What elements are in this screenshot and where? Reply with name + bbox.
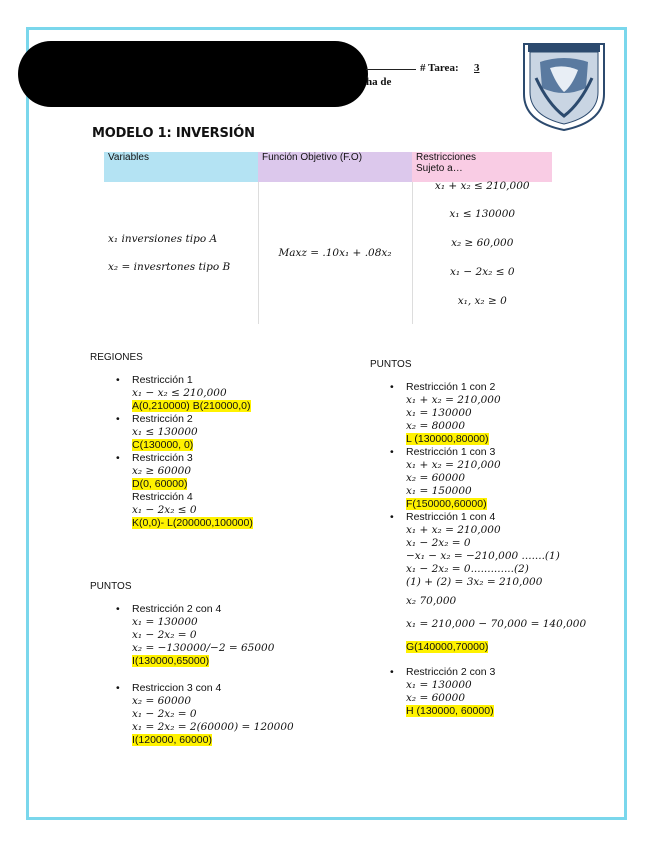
variables-cell bbox=[104, 182, 258, 324]
constraint-2: x₁ ≤ 130000 bbox=[449, 208, 516, 220]
regiones-item-points: C(130000, 0) bbox=[132, 439, 194, 451]
redaction-block bbox=[18, 41, 368, 107]
puntos-right-title: PUNTOS bbox=[370, 359, 412, 370]
puntos-item-line: −x₁ − x₂ = −210,000 .......(1) bbox=[406, 550, 560, 562]
regiones-item-name: • Restricción 1 bbox=[110, 374, 253, 387]
puntos-left-title: PUNTOS bbox=[90, 581, 132, 592]
regiones-section bbox=[90, 351, 253, 530]
puntos-left-section bbox=[90, 580, 294, 747]
regiones-item-name: • Restricción 3 bbox=[110, 452, 253, 465]
header-variables: Variables bbox=[104, 152, 258, 182]
puntos-item-line: x₁ − 2x₂ = 0 bbox=[406, 537, 471, 549]
puntos-item-point: F(150000,60000) bbox=[406, 498, 487, 510]
puntos-right-section bbox=[370, 358, 586, 718]
regiones-title: REGIONES bbox=[90, 352, 143, 363]
objective-function: Maxz = .10x₁ + .08x₂ bbox=[278, 247, 392, 259]
tarea-value: 3 bbox=[474, 62, 480, 74]
puntos-item-line: x₂ = 80000 bbox=[406, 420, 466, 432]
puntos-item-point: G(140000,70000) bbox=[406, 641, 489, 653]
puntos-item-point: I(120000, 60000) bbox=[132, 734, 212, 746]
puntos-item-line: x₁ + x₂ = 210,000 bbox=[406, 459, 501, 471]
puntos-item-point: I(130000,65000) bbox=[132, 655, 210, 667]
header-constraints: Restricciones Sujeto a… bbox=[412, 152, 552, 182]
constraint-4: x₁ − 2x₂ ≤ 0 bbox=[449, 266, 515, 278]
puntos-item-line: x₁ = 130000 bbox=[406, 407, 472, 419]
variable-x2: x₂ = invesrtones tipo B bbox=[108, 261, 231, 273]
constraint-3: x₂ ≥ 60,000 bbox=[451, 237, 514, 249]
constraint-5: x₁, x₂ ≥ 0 bbox=[457, 295, 507, 307]
regiones-item-points: A(0,210000) B(210000,0) bbox=[132, 400, 251, 412]
header-objective: Función Objetivo (F.O) bbox=[258, 152, 412, 182]
puntos-item-line: x₂ = −130000/−2 = 65000 bbox=[132, 642, 275, 654]
puntos-item-point: H (130000, 60000) bbox=[406, 705, 494, 717]
tarea-label: # Tarea: bbox=[420, 62, 459, 74]
puntos-item-name: • Restricción 2 con 4 bbox=[110, 603, 294, 616]
puntos-item-line: x₂ = 60000 bbox=[406, 472, 466, 484]
regiones-item-points: D(0, 60000) bbox=[132, 478, 188, 490]
puntos-item-line: x₁ − 2x₂ = 0.............(2) bbox=[406, 563, 529, 575]
puntos-item-line: x₁ − 2x₂ = 0 bbox=[132, 708, 197, 720]
puntos-item-name: • Restricción 1 con 4 bbox=[384, 511, 586, 524]
puntos-item-line: x₂ = 60000 bbox=[132, 695, 192, 707]
puntos-item-line: x₁ = 130000 bbox=[132, 616, 198, 628]
puntos-item-line: x₁ = 2x₂ = 2(60000) = 120000 bbox=[132, 721, 294, 733]
puntos-item-line: x₁ + x₂ = 210,000 bbox=[406, 394, 501, 406]
constraints-cell bbox=[412, 182, 552, 324]
puntos-item-name: • Restricción 1 con 3 bbox=[384, 446, 586, 459]
regiones-extra-points: K(0,0)- L(200000,100000) bbox=[132, 517, 253, 529]
regiones-item-name: • Restricción 2 bbox=[110, 413, 253, 426]
regiones-item-line: x₁ − x₂ ≤ 210,000 bbox=[132, 387, 227, 399]
puntos-item-line: x₁ = 150000 bbox=[406, 485, 472, 497]
unam-seal-icon bbox=[520, 38, 608, 132]
regiones-extra-name: Restricción 4 bbox=[132, 491, 193, 503]
regiones-item-line: x₁ ≤ 130000 bbox=[132, 426, 198, 438]
variable-x1: x₁ inversiones tipo A bbox=[108, 233, 218, 245]
page-title: MODELO 1: INVERSIÓN bbox=[92, 126, 255, 141]
puntos-item-name: • Restriccion 3 con 4 bbox=[110, 682, 294, 695]
regiones-item-line: x₂ ≥ 60000 bbox=[132, 465, 192, 477]
puntos-item-name: • Restricción 2 con 3 bbox=[384, 666, 586, 679]
puntos-item-point: L (130000,80000) bbox=[406, 433, 489, 445]
puntos-item-line: x₁ − 2x₂ = 0 bbox=[132, 629, 197, 641]
constraint-1: x₁ + x₂ ≤ 210,000 bbox=[434, 180, 530, 192]
puntos-item-line: x₂ = 60000 bbox=[406, 692, 466, 704]
objective-cell bbox=[258, 182, 412, 324]
puntos-item-line: x₁ = 210,000 − 70,000 = 140,000 bbox=[406, 618, 587, 630]
puntos-item-line: x₁ = 130000 bbox=[406, 679, 472, 691]
puntos-item-line: (1) + (2) = 3x₂ = 210,000 bbox=[406, 576, 543, 588]
puntos-item-line: x₂ 70,000 bbox=[406, 595, 457, 607]
regiones-extra-line: x₁ − 2x₂ ≤ 0 bbox=[132, 504, 197, 516]
name-underline bbox=[366, 69, 416, 70]
puntos-item-line: x₁ + x₂ = 210,000 bbox=[406, 524, 501, 536]
model-table bbox=[104, 152, 552, 324]
header-partial-text: ha de bbox=[366, 76, 392, 88]
puntos-item-name: • Restricción 1 con 2 bbox=[384, 381, 586, 394]
